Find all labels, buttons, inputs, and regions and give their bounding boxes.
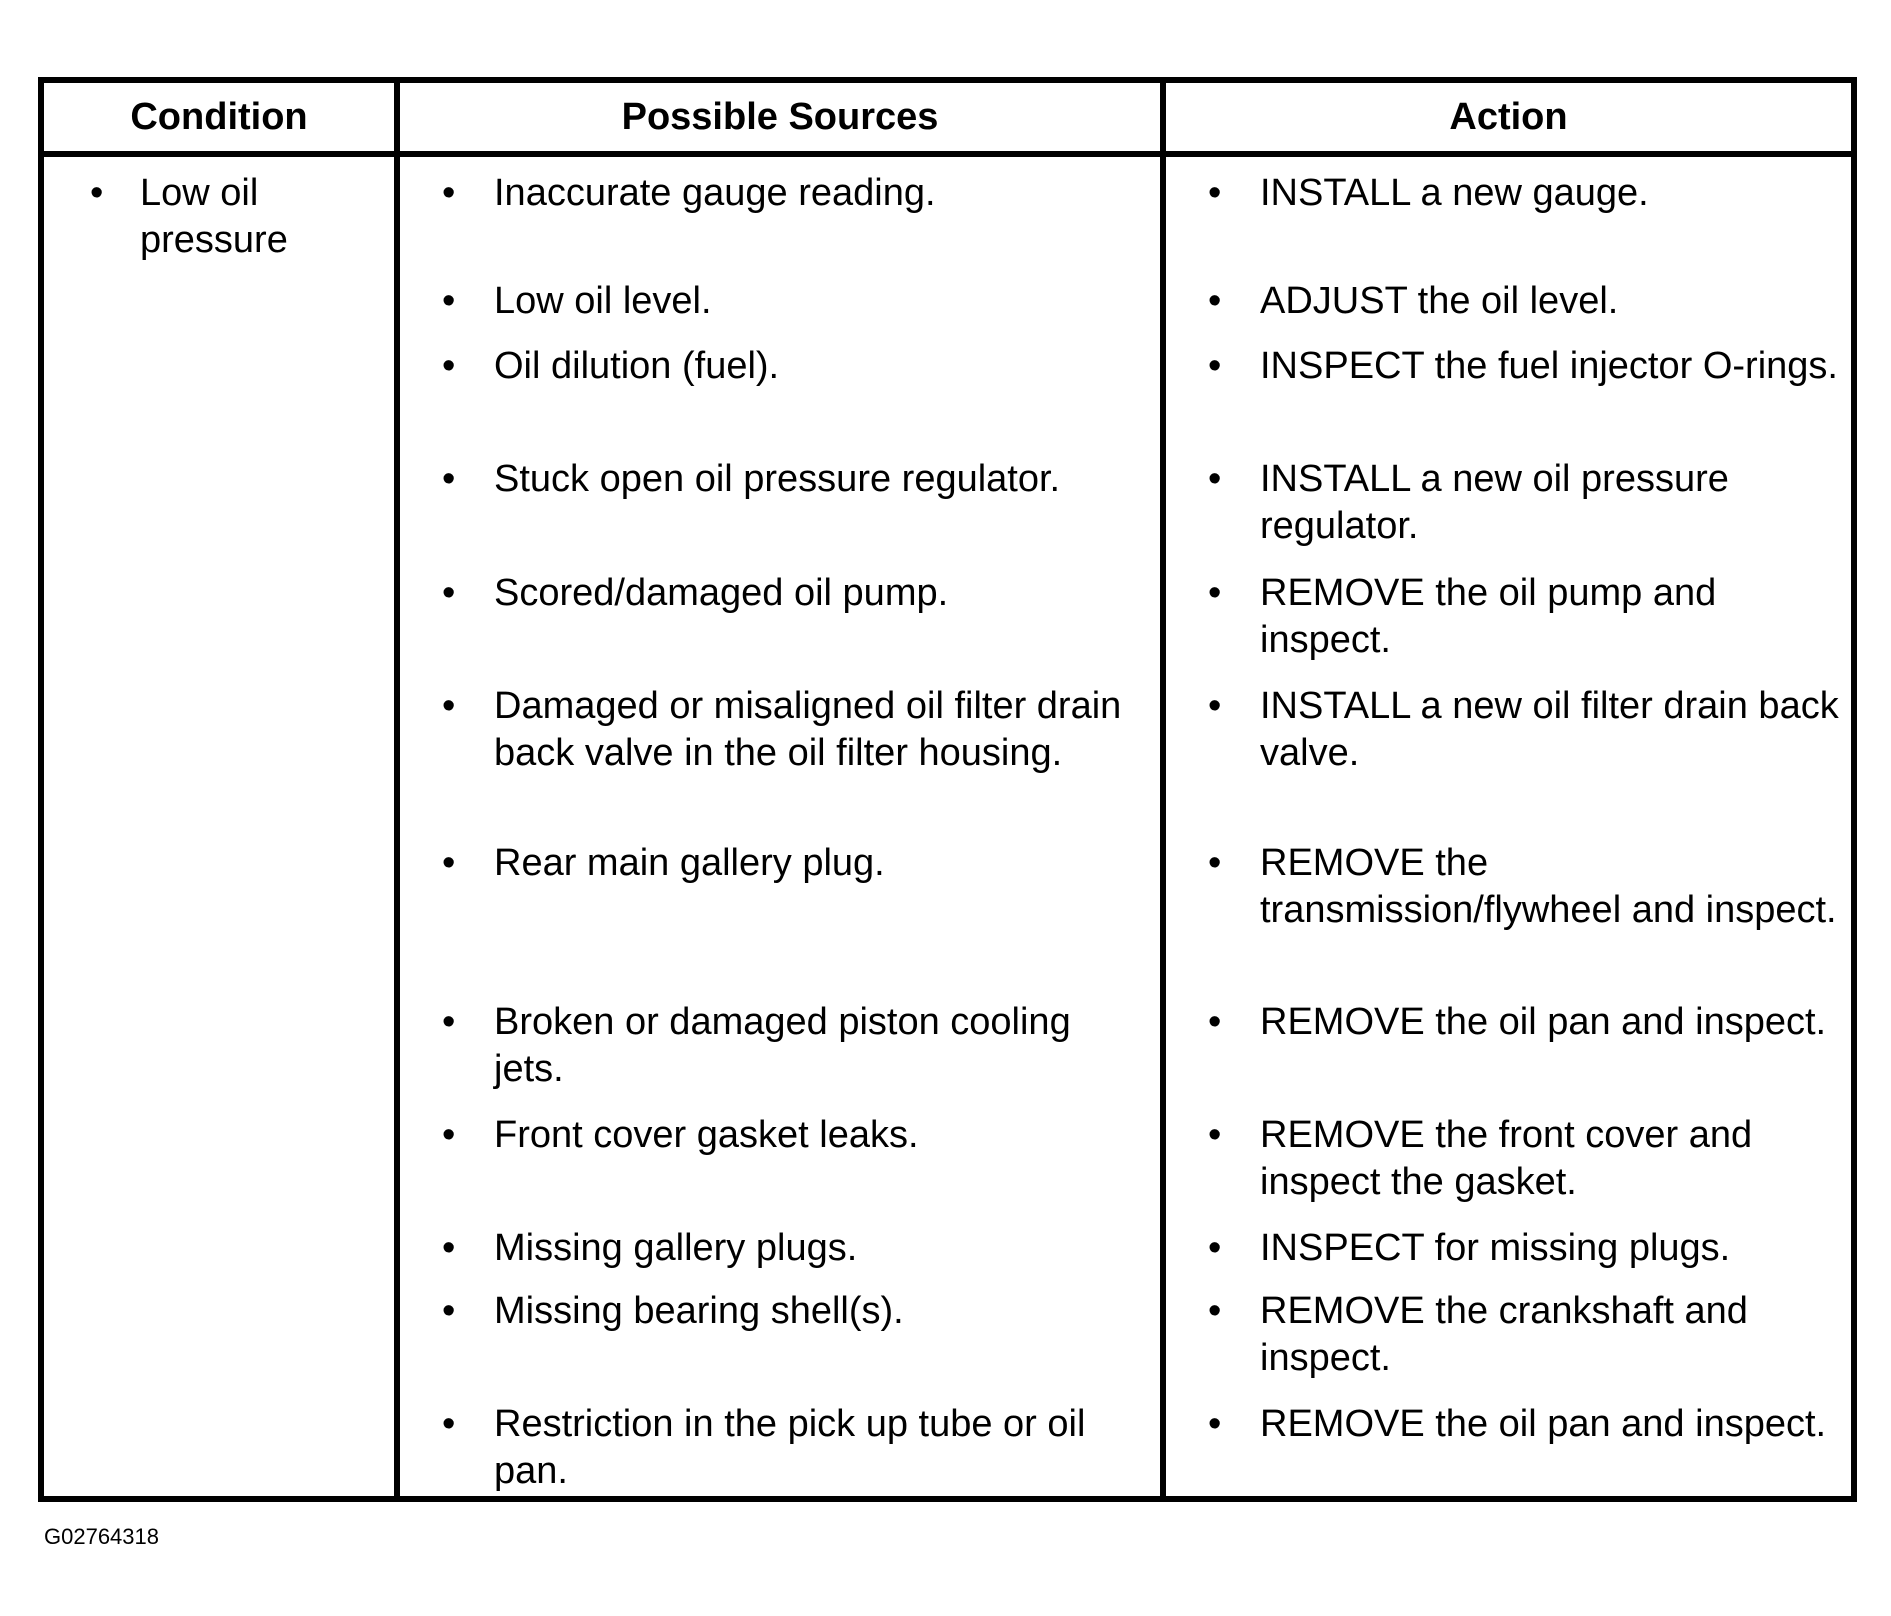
bullet-icon: • [442, 1114, 456, 1156]
table-header-row [44, 83, 1851, 157]
bullet-icon: • [1208, 572, 1222, 614]
action-text: INSTALL a new oil filter drain back valve. [1260, 685, 1839, 774]
source-text: Restriction in the pick up tube or oil pan. [494, 1403, 1086, 1492]
action-text: INSPECT for missing plugs. [1260, 1227, 1731, 1269]
column-divider [1160, 83, 1166, 1496]
action-text: REMOVE the oil pump and inspect. [1260, 572, 1717, 661]
bullet-icon: • [442, 572, 456, 614]
bullet-icon: • [90, 172, 104, 214]
figure-id: G02764318 [44, 1524, 159, 1549]
action-text: REMOVE the transmission/flywheel and inspect. [1260, 842, 1837, 931]
action-text: REMOVE the oil pan and inspect. [1260, 1001, 1827, 1043]
source-text: Broken or damaged piston cooling jets. [494, 1001, 1071, 1090]
source-text: Inaccurate gauge reading. [494, 172, 936, 214]
source-text: Missing bearing shell(s). [494, 1290, 904, 1332]
source-text: Oil dilution (fuel). [494, 345, 780, 387]
source-text: Damaged or misaligned oil filter drain back valve in the oil filter housing. [494, 685, 1122, 774]
bullet-icon: • [1208, 1290, 1222, 1332]
header-action: Action [1449, 96, 1568, 138]
header-condition: Condition [130, 96, 308, 138]
header-possible-sources: Possible Sources [621, 96, 939, 138]
action-text: REMOVE the crankshaft and inspect. [1260, 1290, 1748, 1379]
bullet-icon: • [442, 1001, 456, 1043]
bullet-icon: • [1208, 1227, 1222, 1269]
bullet-icon: • [1208, 1001, 1222, 1043]
bullet-icon: • [1208, 842, 1222, 884]
bullet-icon: • [442, 345, 456, 387]
action-text: REMOVE the oil pan and inspect. [1260, 1403, 1827, 1445]
action-text: ADJUST the oil level. [1260, 280, 1619, 322]
source-text: Stuck open oil pressure regulator. [494, 458, 1061, 500]
bullet-icon: • [1208, 458, 1222, 500]
bullet-icon: • [442, 458, 456, 500]
bullet-icon: • [442, 1227, 456, 1269]
bullet-icon: • [442, 842, 456, 884]
condition-text: Low oil pressure [140, 172, 288, 261]
bullet-icon: • [1208, 1403, 1222, 1445]
bullet-icon: • [442, 280, 456, 322]
bullet-icon: • [442, 1290, 456, 1332]
source-text: Rear main gallery plug. [494, 842, 885, 884]
source-text: Missing gallery plugs. [494, 1227, 858, 1269]
bullet-icon: • [442, 685, 456, 727]
source-text: Scored/damaged oil pump. [494, 572, 949, 614]
source-text: Low oil level. [494, 280, 712, 322]
action-text: INSPECT the fuel injector O-rings. [1260, 345, 1838, 387]
bullet-icon: • [442, 172, 456, 214]
bullet-icon: • [442, 1403, 456, 1445]
bullet-icon: • [1208, 1114, 1222, 1156]
bullet-icon: • [1208, 172, 1222, 214]
action-text: INSTALL a new oil pressure regulator. [1260, 458, 1729, 547]
bullet-icon: • [1208, 280, 1222, 322]
action-text: REMOVE the front cover and inspect the gasket. [1260, 1114, 1753, 1203]
action-text: INSTALL a new gauge. [1260, 172, 1649, 214]
bullet-icon: • [1208, 685, 1222, 727]
column-divider [394, 83, 400, 1496]
source-text: Front cover gasket leaks. [494, 1114, 919, 1156]
bullet-icon: • [1208, 345, 1222, 387]
